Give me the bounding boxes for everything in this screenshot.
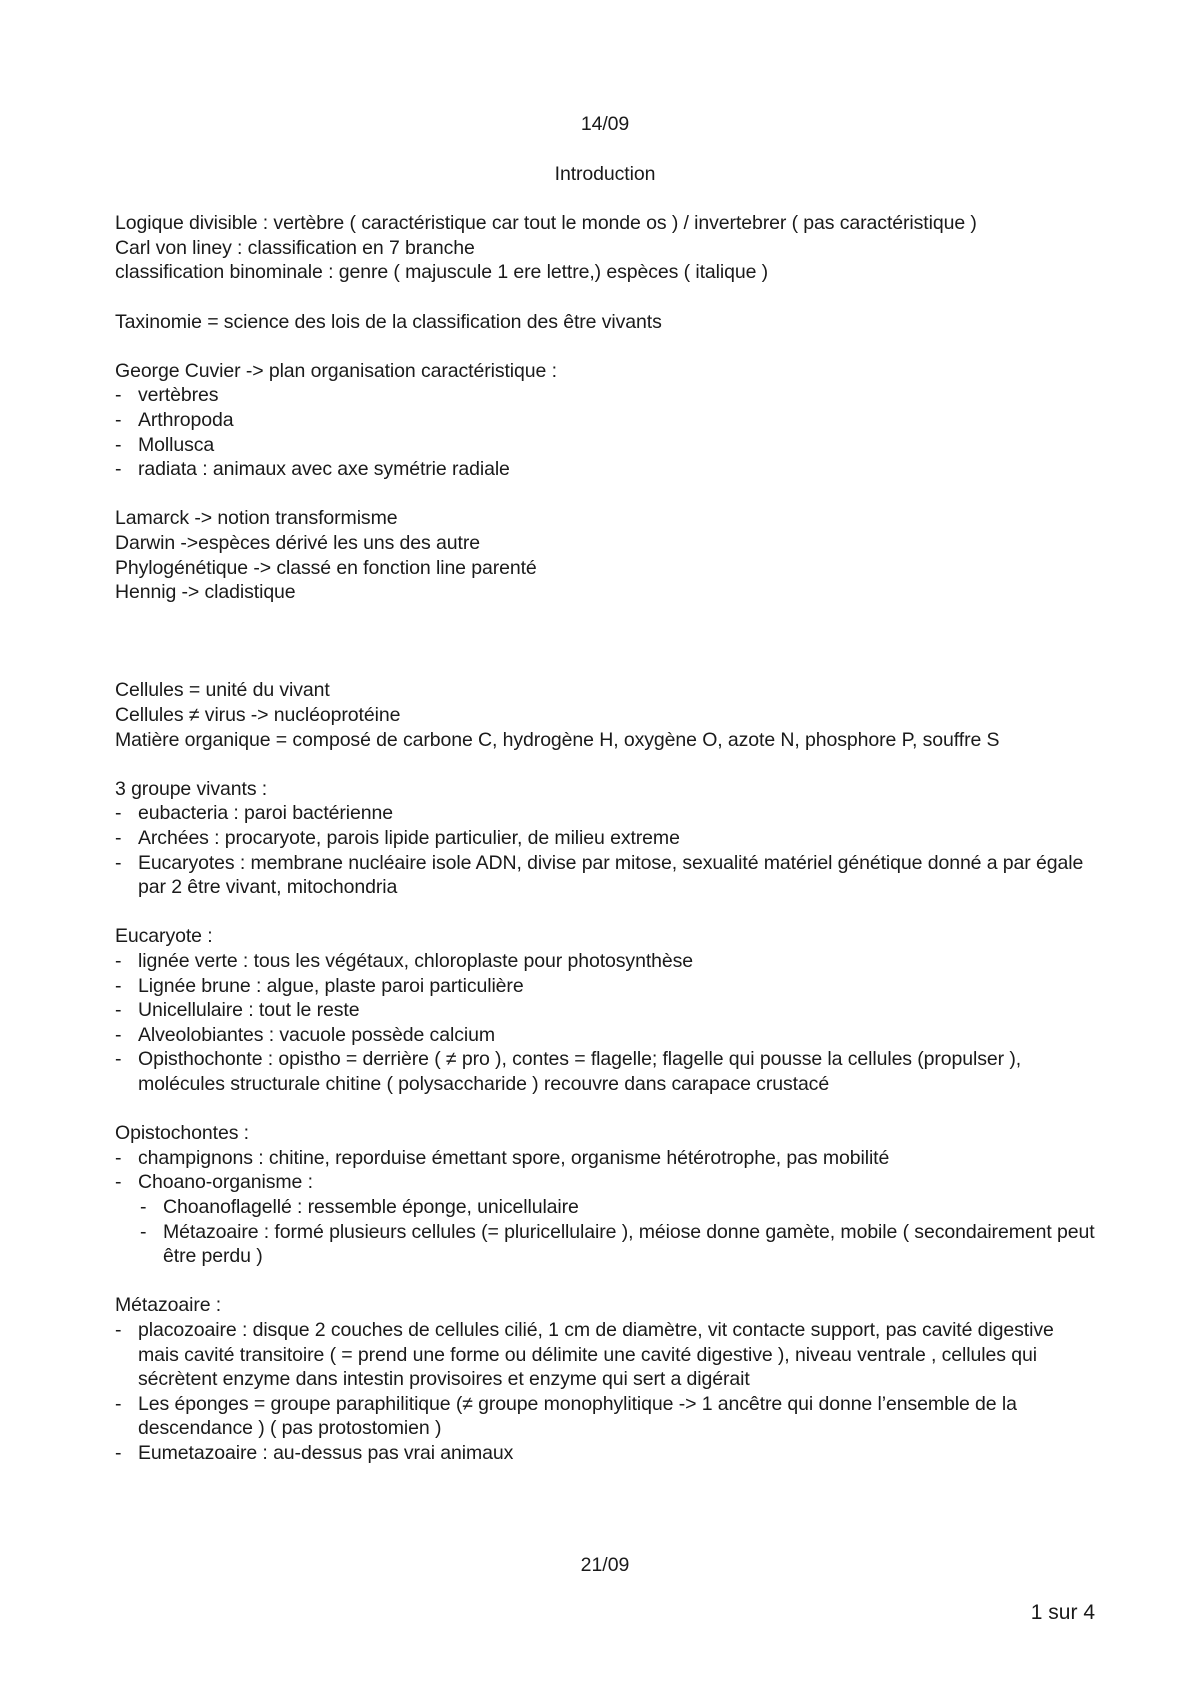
list-item: - Archées : procaryote, parois lipide particulier, de milieu extreme (115, 826, 1095, 851)
list-item: - Eumetazoaire : au-dessus pas vrai animaux (115, 1441, 1095, 1466)
cuvier-intro: George Cuvier -> plan organisation caractéristique : (115, 359, 557, 382)
date-heading-next: 21/09 (580, 1554, 630, 1576)
paragraph-linney: Carl von liney : classification en 7 branche (115, 236, 475, 259)
list-item: - Les éponges = groupe paraphilitique (≠ groupe monophylitique -> 1 ancêtre qui donne l’ensemble de la descendance ) ( pas protostomien ) (115, 1392, 1095, 1441)
metazoaire-list (115, 1318, 1095, 1466)
paragraph-taxinomie: Taxinomie = science des lois de la classification des être vivants (115, 310, 662, 333)
history-line: Hennig -> cladistique (115, 581, 296, 604)
eucaryote-intro: Eucaryote : (115, 925, 213, 948)
cellules-line: Matière organique = composé de carbone C, hydrogène H, oxygène O, azote N, phosphore P, souffre S (115, 728, 1000, 751)
list-item: - placozoaire : disque 2 couches de cellules cilié, 1 cm de diamètre, vit contacte support, pas cavité digestive mais cavité transitoire ( = prend une forme ou délimite une cavité digestive ), niveau ventrale , cellules qui sécrètent enzyme dans intestin provisoires et enzyme qui sert a digérait (115, 1318, 1095, 1392)
cellules-line: Cellules ≠ virus -> nucléoprotéine (115, 704, 401, 727)
date-heading: 14/09 (580, 113, 630, 135)
metazoaire-intro: Métazoaire : (115, 1294, 222, 1317)
list-item: - eubacteria : paroi bactérienne (115, 801, 1095, 826)
list-item: - Unicellulaire : tout le reste (115, 998, 1095, 1023)
cuvier-list (115, 383, 1095, 481)
history-line: Lamarck -> notion transformisme (115, 507, 398, 530)
section-title: Introduction (554, 162, 656, 185)
history-line: Phylogénétique -> classé en fonction line parenté (115, 556, 537, 579)
cellules-line: Cellules = unité du vivant (115, 679, 330, 702)
list-item: - Eucaryotes : membrane nucléaire isole ADN, divise par mitose, sexualité matériel génétique donné a par égale par 2 être vivant, mitochondria (115, 851, 1095, 900)
list-item-label: Choano-organisme : (138, 1171, 313, 1194)
list-item: - Métazoaire : formé plusieurs cellules (= pluricellulaire ), méiose donne gamète, mobile ( secondairement peut être perdu ) (140, 1220, 1095, 1269)
document-page (115, 112, 1095, 1465)
page-number: 1 sur 4 (1030, 1601, 1095, 1624)
groupes-intro: 3 groupe vivants : (115, 777, 268, 800)
list-item: - Choanoflagellé : ressemble éponge, unicellulaire (140, 1195, 1095, 1220)
eucaryote-list (115, 949, 1095, 1097)
groupes-list (115, 801, 1095, 899)
list-item: - Arthropoda (115, 408, 1095, 433)
list-item (115, 1170, 1095, 1268)
list-item: - Mollusca (115, 433, 1095, 458)
opistochontes-list (115, 1146, 1095, 1269)
choano-sublist (140, 1195, 1095, 1269)
list-item: - Lignée brune : algue, plaste paroi particulière (115, 974, 1095, 999)
opistochontes-intro: Opistochontes : (115, 1122, 249, 1145)
history-line: Darwin ->espèces dérivé les uns des autre (115, 531, 480, 554)
list-item: - Alveolobiantes : vacuole possède calcium (115, 1023, 1095, 1048)
list-item: - vertèbres (115, 383, 1095, 408)
paragraph-binominale: classification binominale : genre ( majuscule 1 ere lettre,) espèces ( italique ) (115, 261, 769, 284)
list-item: - radiata : animaux avec axe symétrie radiale (115, 457, 1095, 482)
paragraph-logique: Logique divisible : vertèbre ( caractéristique car tout le monde os ) / invertebrer ( pas caractéristique ) (115, 212, 977, 235)
list-item: - lignée verte : tous les végétaux, chloroplaste pour photosynthèse (115, 949, 1095, 974)
list-item: - Opisthochonte : opistho = derrière ( ≠ pro ), contes = flagelle; flagelle qui pousse la cellules (propulser ), molécules structurale chitine ( polysaccharide ) recouvre dans carapace crustacé (115, 1047, 1095, 1096)
list-item: - champignons : chitine, reporduise émettant spore, organisme hétérotrophe, pas mobilité (115, 1146, 1095, 1171)
